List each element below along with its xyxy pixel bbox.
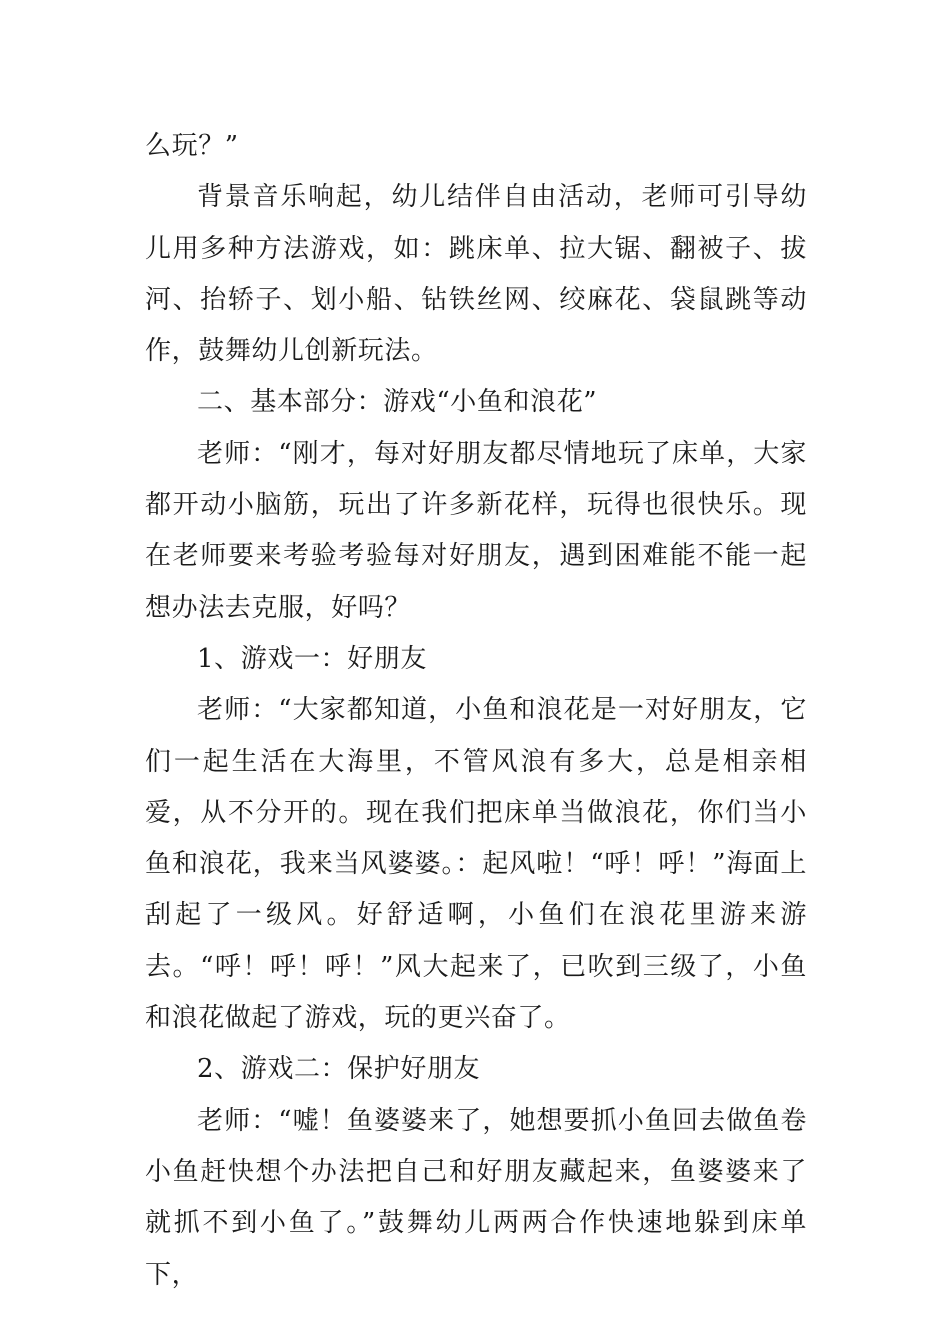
- paragraph-teacher-intro: 老师：“刚才，每对好朋友都尽情地玩了床单，大家都开动小脑筋，玩出了许多新花样，玩得也很快乐。现在老师要来考验考验每对好朋友，遇到困难能不能一起想办法去克服，好吗？: [145, 438, 807, 623]
- paragraph-background-music: 背景音乐响起，幼儿结伴自由活动，老师可引导幼儿用多种方法游戏，如：跳床单、拉大锯、翻被子、拔河、抬轿子、划小船、钻铁丝网、绞麻花、袋鼠跳等动作，鼓舞幼儿创新玩法。: [145, 182, 807, 367]
- subheading-game-one: 1、游戏一：好朋友: [197, 643, 427, 674]
- section-heading-basic-part: 二、基本部分：游戏“小鱼和浪花”: [197, 387, 598, 418]
- paragraph-game-one: 老师：“大家都知道，小鱼和浪花是一对好朋友，它们一起生活在大海里，不管风浪有多大，总是相亲相爱，从不分开的。现在我们把床单当做浪花，你们当小鱼和浪花，我来当风婆婆。：起风啦！“呼！呼！”海面上刮起了一级风。好舒适啊，小鱼们在浪花里游来游去。“呼！呼！呼！”风大起来了，已吹到三级了，小鱼和浪花做起了游戏，玩的更兴奋了。: [145, 695, 807, 1034]
- subheading-game-two: 2、游戏二：保护好朋友: [197, 1054, 481, 1085]
- paragraph-continuation: 么玩？”: [145, 131, 239, 161]
- paragraph-game-two: 老师：“嘘！鱼婆婆来了，她想要抓小鱼回去做鱼卷小鱼赶快想个办法把自己和好朋友藏起来，鱼婆婆来了就抓不到小鱼了。”鼓舞幼儿两两合作快速地躲到床单下，: [145, 1105, 807, 1290]
- document-body: [145, 121, 807, 1301]
